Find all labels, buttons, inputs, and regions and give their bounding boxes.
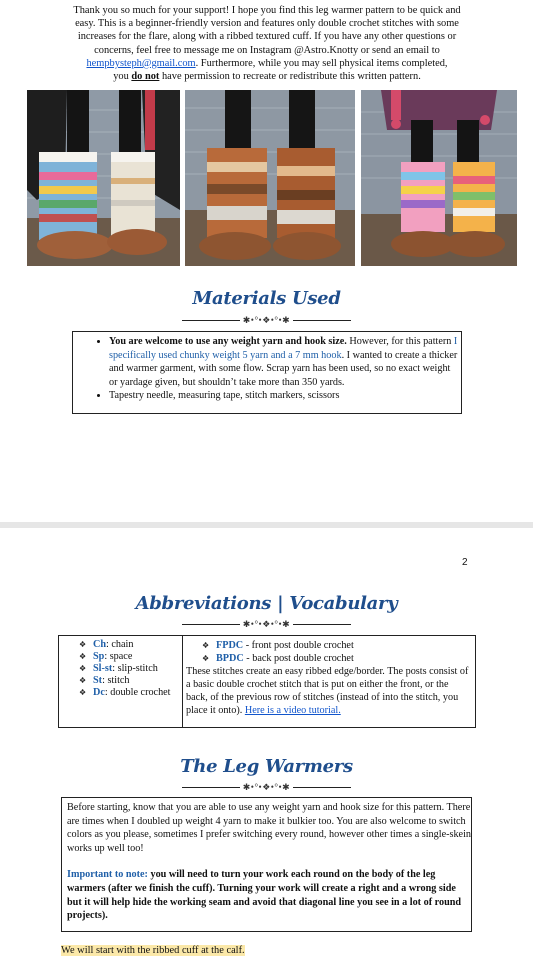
abbr-def: : double crochet bbox=[104, 687, 171, 698]
intro-line: you bbox=[113, 71, 132, 83]
abbr-term: Sl-st bbox=[93, 663, 113, 674]
leg-warmers-divider bbox=[0, 782, 533, 793]
abbr-def: - back post double crochet bbox=[243, 653, 354, 664]
abbr-item bbox=[79, 663, 182, 675]
materials-emphasis: You are welcome to use any weight yarn and hook size. bbox=[109, 336, 347, 347]
abbr-term: St bbox=[93, 675, 103, 686]
materials-item bbox=[109, 335, 461, 389]
materials-item: • Tapestry needle, measuring tape, stitch markers, scissors bbox=[109, 389, 461, 403]
leg-warmer-photo-3 bbox=[361, 90, 517, 266]
diamond-bullet-icon: ❖ bbox=[202, 641, 210, 650]
abbr-item bbox=[79, 675, 182, 687]
intro-paragraph bbox=[62, 4, 472, 83]
intro-line: . Furthermore, while you may sell physical items completed, bbox=[195, 57, 448, 69]
abbr-def: : chain bbox=[106, 639, 134, 650]
diamond-bullet-icon: ❖ bbox=[79, 676, 87, 685]
materials-heading: Materials Used bbox=[192, 288, 341, 309]
abbr-def: : space bbox=[104, 651, 133, 662]
video-tutorial-link[interactable]: Here is a video tutorial. bbox=[244, 705, 341, 716]
note-text: These stitches create an easy ribbed edge/border. The posts consist of a basic double crochet stitch that is put on either the front, or the back, of the previous row of stitches (instead of into the stitch, you place it onto). bbox=[186, 666, 469, 716]
page-number: 2 bbox=[462, 557, 468, 568]
intro-line: have permission to recreate or redistribute this written pattern. bbox=[159, 71, 421, 83]
ornament-icon: ✱•°•❖•°•✱ bbox=[242, 315, 291, 326]
divider-line bbox=[182, 787, 240, 788]
abbr-term: Sp bbox=[93, 651, 105, 662]
important-text: you will need to turn your work each round on the body of the leg warmers (after we finish the cuff). Turning your work will create a right and a wrong side but it will help hide the working seam and avoid that diagonal line you see in a lot of round projects). bbox=[67, 869, 462, 922]
leg-warmer-photo-1 bbox=[27, 90, 180, 266]
abbr-def: - front post double crochet bbox=[243, 640, 354, 651]
ornament-icon: ✱•°•❖•°•✱ bbox=[242, 782, 291, 793]
divider-line bbox=[293, 624, 351, 625]
abbr-term: FPDC bbox=[216, 640, 244, 651]
abbreviations-divider bbox=[0, 619, 533, 630]
abbreviations-table bbox=[58, 635, 476, 728]
abbreviations-right-cell bbox=[186, 639, 471, 717]
materials-text: pattern bbox=[423, 336, 454, 347]
important-label: Important to note: bbox=[67, 869, 148, 881]
diamond-bullet-icon: ❖ bbox=[79, 688, 87, 697]
intro-line: increases for the flare, along with a ribbed textured cuff. If you have any other questions or bbox=[77, 31, 457, 43]
intro-instructions: Before starting, know that you are able to use any weight yarn and hook size for this pattern. There are times when I doubled up weight 4 yarn to make it bulkier too. You are also welcome to switch colors as you please, sometimes I prefer switching every round, however other times a single-skein works up well too! bbox=[67, 802, 471, 854]
materials-divider bbox=[0, 315, 533, 326]
do-not-emphasis: do not bbox=[131, 71, 160, 83]
email-link[interactable]: hempbysteph@gmail.com bbox=[86, 57, 196, 69]
abbr-def: : slip-stitch bbox=[112, 663, 158, 674]
abbr-item bbox=[79, 639, 182, 651]
abbreviations-left-list bbox=[59, 636, 182, 699]
abbr-item bbox=[186, 639, 471, 652]
intro-line: concerns, feel free to message me on Instagram @Astro.Knotty or send an email to bbox=[94, 44, 440, 56]
abbr-item bbox=[186, 652, 471, 665]
divider-line bbox=[182, 624, 240, 625]
intro-line: Thank you so much for your support! I hope you find this leg warmer pattern to be quick and bbox=[73, 5, 461, 16]
diamond-bullet-icon: ❖ bbox=[79, 640, 87, 649]
ornament-icon: ✱•°•❖•°•✱ bbox=[242, 619, 291, 630]
divider-line bbox=[293, 320, 351, 321]
leg-warmer-photo-2 bbox=[185, 90, 355, 266]
intro-line: easy. This is a beginner-friendly version and features only double crochet stitches with some bbox=[75, 18, 459, 30]
abbr-item bbox=[79, 687, 182, 699]
materials-box bbox=[72, 331, 462, 414]
diamond-bullet-icon: ❖ bbox=[79, 664, 87, 673]
abbr-term: Ch bbox=[93, 639, 107, 650]
important-note bbox=[67, 868, 471, 922]
leg-warmers-heading: The Leg Warmers bbox=[180, 756, 353, 777]
post-stitch-note bbox=[186, 665, 471, 717]
materials-list bbox=[73, 335, 461, 403]
abbreviations-heading: Abbreviations | Vocabulary bbox=[135, 593, 398, 614]
materials-highlight-text: I specifically used chunky weight 5 yarn and a 7 mm hook bbox=[109, 336, 458, 361]
diamond-bullet-icon: ❖ bbox=[202, 654, 210, 663]
cuff-start-line bbox=[61, 945, 245, 956]
abbr-def: : stitch bbox=[102, 675, 130, 686]
abbr-item bbox=[79, 651, 182, 663]
abbreviations-left-cell bbox=[59, 636, 183, 727]
materials-text: . I wanted to create a thicker and warmer garment, with some flow. Scrap yarn has been used, so no exact weight or yardage given, but shouldn’t take more than 350 yards. bbox=[109, 349, 458, 388]
highlighted-text: We will start with the ribbed cuff at the calf. bbox=[61, 945, 245, 956]
abbr-term: BPDC bbox=[216, 653, 244, 664]
diamond-bullet-icon: ❖ bbox=[79, 652, 87, 661]
page-break bbox=[0, 522, 533, 528]
abbr-term: Dc bbox=[93, 687, 105, 698]
leg-warmers-box bbox=[61, 797, 472, 932]
divider-line bbox=[182, 320, 240, 321]
materials-text: However, for this bbox=[346, 336, 421, 347]
divider-line bbox=[293, 787, 351, 788]
